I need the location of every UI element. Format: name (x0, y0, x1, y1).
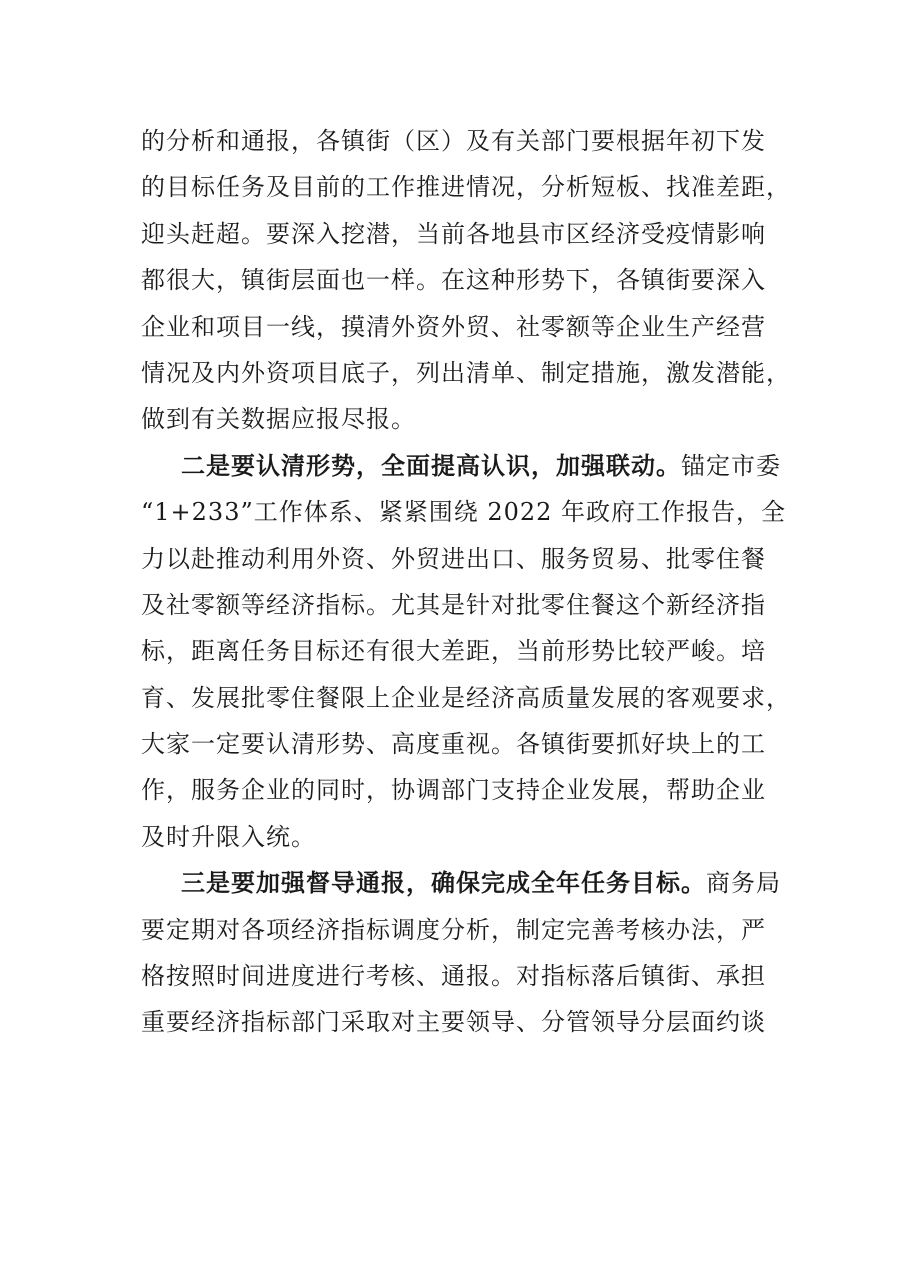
paragraph-2-line-1 (141, 443, 781, 489)
paragraph-2-line-5: 标，距离任务目标还有很大差距，当前形势比较严峻。培 (141, 637, 766, 666)
paragraph-3-line-2: 要定期对各项经济指标调度分析，制定完善考核办法，严 (141, 915, 766, 944)
paragraph-1-line-7: 做到有关数据应报尽报。 (141, 405, 416, 434)
paragraph-1-line-1: 的分析和通报，各镇街（区）及有关部门要根据年初下发 (141, 127, 766, 155)
paragraph-1-line-2: 的目标任务及目前的工作推进情况，分析短板、找准差距， (141, 173, 791, 202)
paragraph-3-heading: 三是要加强督导通报，确保完成全年任务目标。 (181, 868, 706, 898)
paragraph-1-line-3: 迎头赶超。要深入挖潜，当前各地县市区经济受疫情影响 (141, 219, 766, 248)
paragraph-2-line-6: 育、发展批零住餐限上企业是经济高质量发展的客观要求， (141, 683, 791, 712)
paragraph-1-line-6: 情况及内外资项目底子，列出清单、制定措施，激发潜能， (141, 358, 791, 387)
paragraph-2-line-4: 及社零额等经济指标。尤其是针对批零住餐这个新经济指 (141, 590, 766, 619)
paragraph-2-line-7: 大家一定要认清形势、高度重视。各镇街要抓好块上的工 (141, 730, 766, 759)
paragraph-2-line-3: 力以赴推动利用外资、外贸进出口、服务贸易、批零住餐 (141, 544, 766, 573)
paragraph-2-line-2: “1+233”工作体系、紧紧围绕 2022 年政府工作报告，全 (141, 498, 787, 527)
paragraph-3-line-1 (141, 860, 781, 906)
paragraph-2-first-line-rest: 锚定市委 (681, 451, 781, 480)
paragraph-1-line-4: 都很大，镇街层面也一样。在这种形势下，各镇街要深入 (141, 266, 766, 295)
paragraph-1-line-5: 企业和项目一线，摸清外资外贸、社零额等企业生产经营 (141, 312, 766, 341)
paragraph-2-heading: 二是要认清形势，全面提高认识，加强联动。 (181, 450, 681, 480)
document-body (141, 118, 791, 1046)
paragraph-3-line-3: 格按照时间进度进行考核、通报。对指标落后镇街、承担 (141, 962, 766, 991)
paragraph-3-first-line-rest: 商务局 (706, 869, 781, 898)
paragraph-3-line-4: 重要经济指标部门采取对主要领导、分管领导分层面约谈 (141, 1008, 766, 1037)
paragraph-2-line-8: 作，服务企业的同时，协调部门支持企业发展，帮助企业 (141, 776, 766, 805)
paragraph-2-line-9: 及时升限入统。 (141, 822, 316, 851)
